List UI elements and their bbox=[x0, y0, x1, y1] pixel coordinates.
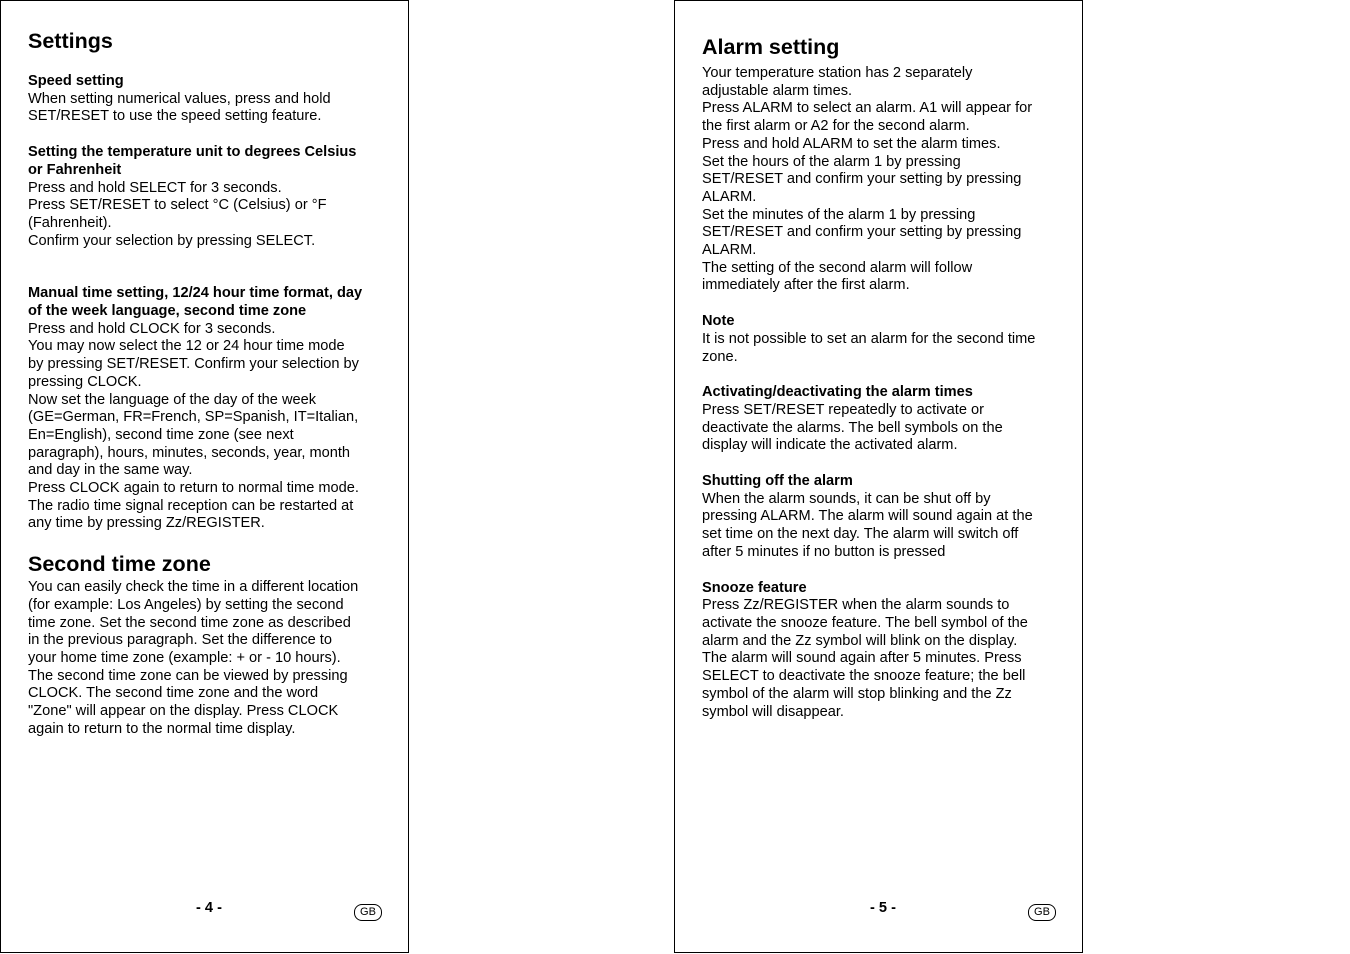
paragraph-line: after 5 minutes if no button is pressed bbox=[702, 543, 946, 560]
paragraph-line: Press CLOCK again to return to normal time mode. bbox=[28, 480, 359, 497]
paragraph-line: adjustable alarm times. bbox=[702, 82, 853, 99]
paragraph-line: CLOCK. The second time zone and the word bbox=[28, 685, 319, 702]
paragraph-line: any time by pressing Zz/REGISTER. bbox=[28, 515, 265, 532]
shutting-off-section bbox=[702, 473, 1062, 562]
paragraph-line: the first alarm or A2 for the second alarm. bbox=[702, 118, 970, 135]
second-time-zone-section bbox=[28, 579, 388, 738]
note-heading: Note bbox=[702, 313, 735, 330]
paragraph-line: immediately after the first alarm. bbox=[702, 277, 910, 294]
paragraph-line: When setting numerical values, press and hold bbox=[28, 90, 331, 107]
paragraph-line: symbol of the alarm will stop blinking and the Zz bbox=[702, 685, 1012, 702]
paragraph-line: (for example: Los Angeles) by setting the second bbox=[28, 596, 344, 613]
paragraph-line: Press SET/RESET repeatedly to activate or bbox=[702, 401, 984, 418]
temperature-unit-heading: Setting the temperature unit to degrees Celsius bbox=[28, 144, 357, 161]
paragraph-line: Set the minutes of the alarm 1 by pressing bbox=[702, 206, 976, 223]
alarm-intro-section bbox=[702, 65, 1062, 295]
paragraph-line: Now set the language of the day of the week bbox=[28, 391, 317, 408]
shutting-off-heading: Shutting off the alarm bbox=[702, 473, 853, 490]
paragraph-line: It is not possible to set an alarm for the second time bbox=[702, 330, 1036, 347]
temperature-unit-heading: or Fahrenheit bbox=[28, 161, 122, 178]
paragraph-line: time zone. Set the second time zone as described bbox=[28, 614, 351, 631]
paragraph-line: alarm and the Zz symbol will blink on the display. bbox=[702, 632, 1018, 649]
paragraph-line: SELECT to deactivate the snooze feature; the bell bbox=[702, 668, 1026, 685]
activating-section bbox=[702, 384, 1062, 455]
page-number: - 4 - bbox=[196, 900, 222, 916]
paragraph-line: The second time zone can be viewed by pressing bbox=[28, 667, 348, 684]
paragraph-line: set time on the next day. The alarm will switch off bbox=[702, 526, 1019, 543]
paragraph-line: activate the snooze feature. The bell symbol of the bbox=[702, 614, 1028, 631]
alarm-setting-title: Alarm setting bbox=[702, 35, 840, 59]
snooze-section bbox=[702, 580, 1062, 722]
paragraph-line: SET/RESET and confirm your setting by pressing bbox=[702, 171, 1022, 188]
paragraph-line: SET/RESET and confirm your setting by pressing bbox=[702, 224, 1022, 241]
paragraph-line: When the alarm sounds, it can be shut off by bbox=[702, 490, 991, 507]
paragraph-line: symbol will disappear. bbox=[702, 703, 844, 720]
speed-setting-section bbox=[28, 73, 388, 126]
paragraph-line: and day in the same way. bbox=[28, 462, 193, 479]
paragraph-line: your home time zone (example: + or - 10 hours). bbox=[28, 649, 341, 666]
paragraph-line: zone. bbox=[702, 348, 738, 365]
paragraph-line: deactivate the alarms. The bell symbols on the bbox=[702, 419, 1003, 436]
settings-title: Settings bbox=[28, 29, 113, 53]
paragraph-line: The setting of the second alarm will follow bbox=[702, 259, 973, 276]
paragraph-line: Press Zz/REGISTER when the alarm sounds to bbox=[702, 597, 1010, 614]
paragraph-line: paragraph), hours, minutes, seconds, year, month bbox=[28, 444, 351, 461]
paragraph-line: "Zone" will appear on the display. Press CLOCK bbox=[28, 703, 339, 720]
temperature-unit-section bbox=[28, 144, 388, 250]
paragraph-line: Your temperature station has 2 separately bbox=[702, 65, 973, 81]
paragraph-line: pressing ALARM. The alarm will sound again at the bbox=[702, 508, 1033, 525]
activating-heading: Activating/deactivating the alarm times bbox=[702, 384, 973, 401]
paragraph-line: display will indicate the activated alarm. bbox=[702, 437, 958, 454]
paragraph-line: ALARM. bbox=[702, 188, 757, 205]
paragraph-line: again to return to the normal time display. bbox=[28, 720, 296, 737]
paragraph-line: in the previous paragraph. Set the difference to bbox=[28, 632, 332, 649]
manual-time-heading: of the week language, second time zone bbox=[28, 303, 307, 320]
gb-badge: GB bbox=[1028, 904, 1056, 921]
paragraph-line: Press and hold ALARM to set the alarm times. bbox=[702, 135, 1001, 152]
gb-badge: GB bbox=[354, 904, 382, 921]
snooze-heading: Snooze feature bbox=[702, 579, 807, 596]
paragraph-line: You can easily check the time in a different location bbox=[28, 579, 359, 596]
paragraph-line: (GE=German, FR=French, SP=Spanish, IT=Italian, bbox=[28, 409, 359, 426]
paragraph-line: En=English), second time zone (see next bbox=[28, 426, 294, 443]
second-time-zone-title: Second time zone bbox=[28, 552, 211, 577]
manual-time-section bbox=[28, 285, 388, 533]
paragraph-line: (Fahrenheit). bbox=[28, 214, 112, 231]
page-4 bbox=[0, 0, 409, 953]
page-5-content bbox=[702, 33, 1062, 721]
paragraph-line: You may now select the 12 or 24 hour time mode bbox=[28, 338, 345, 355]
paragraph-line: by pressing SET/RESET. Confirm your selection by bbox=[28, 356, 359, 373]
paragraph-line: Press SET/RESET to select °C (Celsius) or °F bbox=[28, 197, 327, 214]
paragraph-line: Set the hours of the alarm 1 by pressing bbox=[702, 153, 961, 170]
paragraph-line: pressing CLOCK. bbox=[28, 373, 142, 390]
speed-setting-heading: Speed setting bbox=[28, 73, 124, 89]
paragraph-line: The alarm will sound again after 5 minutes. Press bbox=[702, 650, 1022, 667]
paragraph-line: Confirm your selection by pressing SELECT. bbox=[28, 232, 316, 249]
page-4-content bbox=[28, 27, 388, 739]
page-5 bbox=[674, 0, 1083, 953]
manual-time-heading: Manual time setting, 12/24 hour time format, day bbox=[28, 285, 363, 302]
note-section bbox=[702, 313, 1062, 366]
paragraph-line: ALARM. bbox=[702, 242, 757, 259]
paragraph-line: Press ALARM to select an alarm. A1 will appear for bbox=[702, 100, 1033, 117]
paragraph-line: SET/RESET to use the speed setting feature. bbox=[28, 108, 322, 125]
paragraph-line: Press and hold CLOCK for 3 seconds. bbox=[28, 320, 276, 337]
paragraph-line: Press and hold SELECT for 3 seconds. bbox=[28, 179, 282, 196]
page-number: - 5 - bbox=[870, 900, 896, 916]
paragraph-line: The radio time signal reception can be restarted at bbox=[28, 497, 354, 514]
